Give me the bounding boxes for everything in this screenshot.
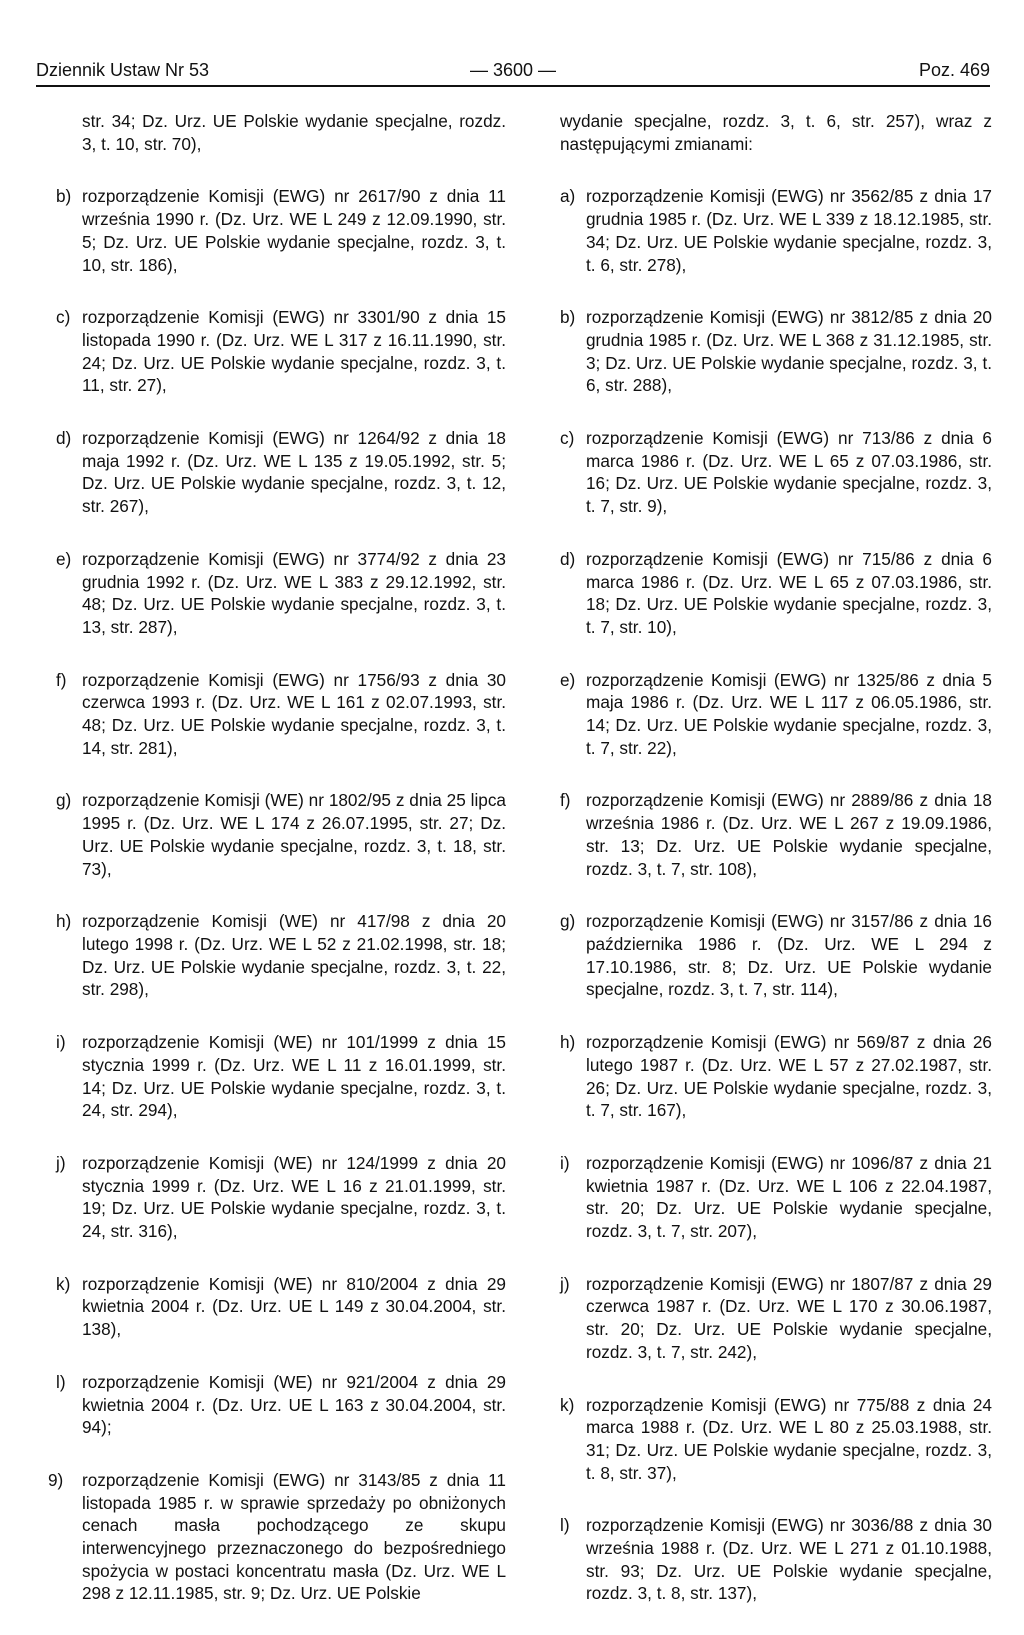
item-marker: e): [56, 548, 72, 569]
item-text: rozporządzenie Komisji (WE) nr 417/98 z dnia 20 lutego 1998 r. (Dz. Urz. WE L 52 z 21.02.1998, str. 18; Dz. Urz. UE Polskie wydanie specjalne, rozdz. 3, t. 22, str. 298),: [82, 911, 506, 1000]
item-marker: a): [560, 186, 576, 207]
item-text: rozporządzenie Komisji (EWG) nr 3143/85 z dnia 11 listopada 1985 r. w sprawie sprzedaży po obniżonych cenach masła pochodzącego ze skupu interwencyjnego przeznaczonego do bezpośredniego spożycia w postaci koncentratu masła (Dz. Urz. WE L 298 z 12.11.1985, str. 9; Dz. Urz. UE Polskie: [82, 1469, 506, 1604]
list-item: [560, 1514, 992, 1605]
item-marker: h): [560, 1032, 576, 1053]
continuation-text: str. 34; Dz. Urz. UE Polskie wydanie specjalne, rozdz. 3, t. 10, str. 70),: [82, 111, 506, 154]
item-text: rozporządzenie Komisji (WE) nr 810/2004 z dnia 29 kwietnia 2004 r. (Dz. Urz. UE L 149 z 30.04.2004, str. 138),: [82, 1273, 506, 1340]
item-marker: k): [56, 1273, 71, 1294]
journal-title: Dziennik Ustaw Nr 53: [36, 60, 210, 80]
item-marker: g): [56, 790, 72, 811]
list-item: [560, 1394, 992, 1485]
item-marker: b): [560, 307, 576, 328]
list-item: [56, 548, 506, 639]
list-item: [560, 185, 992, 276]
item-marker: e): [560, 669, 576, 690]
item-text: rozporządzenie Komisji (EWG) nr 3036/88 z dnia 30 września 1988 r. (Dz. Urz. WE L 271 z 01.10.1988, str. 93; Dz. Urz. UE Polskie wydanie specjalne, rozdz. 3, t. 8, str. 137),: [586, 1515, 992, 1604]
list-item: [56, 1031, 506, 1122]
item-marker: c): [560, 428, 575, 449]
list-item: [560, 1031, 992, 1122]
left-column: [48, 110, 506, 1635]
item-marker: b): [56, 186, 72, 207]
list-item: [56, 306, 506, 397]
list-item: [56, 669, 506, 760]
item-text: rozporządzenie Komisji (WE) nr 1802/95 z dnia 25 lipca 1995 r. (Dz. Urz. WE L 174 z 26.07.1995, str. 27; Dz. Urz. UE Polskie wydanie specjalne, rozdz. 3, t. 18, str. 73),: [82, 790, 506, 879]
item-text: rozporządzenie Komisji (EWG) nr 3562/85 z dnia 17 grudnia 1985 r. (Dz. Urz. WE L 339 z 18.12.1985, str. 34; Dz. Urz. UE Polskie wydanie specjalne, rozdz. 3, t. 6, str. 278),: [586, 186, 992, 275]
list-item: [560, 789, 992, 880]
item-marker: i): [560, 1152, 570, 1173]
item-text: rozporządzenie Komisji (EWG) nr 3301/90 z dnia 15 listopada 1990 r. (Dz. Urz. WE L 317 z 16.11.1990, str. 24; Dz. Urz. UE Polskie wydanie specjalne, rozdz. 3, t. 11, str. 27),: [82, 307, 506, 396]
list-item: [56, 427, 506, 518]
item-text: rozporządzenie Komisji (EWG) nr 713/86 z dnia 6 marca 1986 r. (Dz. Urz. WE L 65 z 07.03.1986, str. 16; Dz. Urz. UE Polskie wydanie specjalne, rozdz. 3, t. 7, str. 9),: [586, 428, 992, 517]
item-text: rozporządzenie Komisji (EWG) nr 1264/92 z dnia 18 maja 1992 r. (Dz. Urz. WE L 135 z 19.05.1992, str. 5; Dz. Urz. UE Polskie wydanie specjalne, rozdz. 3, t. 12, str. 267),: [82, 428, 506, 517]
list-item: [56, 910, 506, 1001]
left-continuation: [56, 110, 506, 155]
page-header: [36, 60, 990, 84]
header-rule: [36, 85, 990, 87]
position-number: Poz. 469: [918, 60, 990, 80]
list-item: [560, 669, 992, 760]
item-marker: j): [560, 1273, 570, 1294]
item-text: rozporządzenie Komisji (EWG) nr 1096/87 z dnia 21 kwietnia 1987 r. (Dz. Urz. WE L 106 z 22.04.1987, str. 20; Dz. Urz. UE Polskie wydanie specjalne, rozdz. 3, t. 7, str. 207),: [586, 1152, 992, 1242]
item-marker: i): [56, 1032, 66, 1053]
list-item: [56, 185, 506, 276]
continuation-text: wydanie specjalne, rozdz. 3, t. 6, str. 257), wraz z następującymi zmianami:: [560, 111, 992, 154]
list-item: [560, 427, 992, 518]
item-marker: d): [56, 428, 72, 449]
item-text: rozporządzenie Komisji (WE) nr 124/1999 z dnia 20 stycznia 1999 r. (Dz. Urz. WE L 16 z 21.01.1999, str. 19; Dz. Urz. UE Polskie wydanie specjalne, rozdz. 3, t. 24, str. 316),: [82, 1152, 506, 1242]
list-item: [560, 1273, 992, 1364]
list-item: [56, 1152, 506, 1243]
list-item: [56, 1273, 506, 1341]
item-marker: c): [56, 307, 71, 328]
right-continuation: [560, 110, 992, 155]
item-text: rozporządzenie Komisji (EWG) nr 1756/93 z dnia 30 czerwca 1993 r. (Dz. Urz. WE L 161 z 02.07.1993, str. 48; Dz. Urz. UE Polskie wydanie specjalne, rozdz. 3, t. 14, str. 281),: [82, 669, 506, 758]
item-text: rozporządzenie Komisji (EWG) nr 715/86 z dnia 6 marca 1986 r. (Dz. Urz. WE L 65 z 07.03.1986, str. 18; Dz. Urz. UE Polskie wydanie specjalne, rozdz. 3, t. 7, str. 10),: [586, 548, 992, 637]
list-item: [560, 910, 992, 1001]
list-item: [56, 1371, 506, 1439]
item-marker: g): [560, 911, 576, 932]
item-marker: 9): [48, 1469, 64, 1490]
item-marker: f): [560, 790, 571, 811]
list-item: [56, 789, 506, 880]
list-item: [48, 1469, 506, 1605]
page-number: — 3600 —: [469, 60, 557, 80]
item-text: rozporządzenie Komisji (EWG) nr 2617/90 z dnia 11 września 1990 r. (Dz. Urz. WE L 249 z 12.09.1990, str. 5; Dz. Urz. UE Polskie wydanie specjalne, rozdz. 3, t. 10, str. 186),: [82, 186, 506, 275]
item-marker: j): [56, 1152, 66, 1173]
item-text: rozporządzenie Komisji (EWG) nr 775/88 z dnia 24 marca 1988 r. (Dz. Urz. WE L 80 z 25.03.1988, str. 31; Dz. Urz. UE Polskie wydanie specjalne, rozdz. 3, t. 8, str. 37),: [586, 1394, 992, 1483]
item-text: rozporządzenie Komisji (EWG) nr 2889/86 z dnia 18 września 1986 r. (Dz. Urz. WE L 267 z 19.09.1986, str. 13; Dz. Urz. UE Polskie wydanie specjalne, rozdz. 3, t. 7, str. 108),: [586, 790, 992, 879]
item-text: rozporządzenie Komisji (EWG) nr 3774/92 z dnia 23 grudnia 1992 r. (Dz. Urz. WE L 383 z 29.12.1992, str. 48; Dz. Urz. UE Polskie wydanie specjalne, rozdz. 3, t. 13, str. 287),: [82, 548, 506, 637]
item-marker: h): [56, 911, 72, 932]
item-text: rozporządzenie Komisji (WE) nr 101/1999 z dnia 15 stycznia 1999 r. (Dz. Urz. WE L 11 z 16.01.1999, str. 14; Dz. Urz. UE Polskie wydanie specjalne, rozdz. 3, t. 24, str. 294),: [82, 1032, 506, 1121]
right-column: [560, 110, 992, 1635]
item-text: rozporządzenie Komisji (EWG) nr 1807/87 z dnia 29 czerwca 1987 r. (Dz. Urz. WE L 170 z 30.06.1987, str. 20; Dz. Urz. UE Polskie wydanie specjalne, rozdz. 3, t. 7, str. 242),: [586, 1273, 992, 1362]
list-item: [560, 1152, 992, 1243]
item-text: rozporządzenie Komisji (EWG) nr 569/87 z dnia 26 lutego 1987 r. (Dz. Urz. WE L 57 z 27.02.1987, str. 26; Dz. Urz. UE Polskie wydanie specjalne, rozdz. 3, t. 7, str. 167),: [586, 1032, 992, 1121]
item-text: rozporządzenie Komisji (WE) nr 921/2004 z dnia 29 kwietnia 2004 r. (Dz. Urz. UE L 163 z 30.04.2004, str. 94);: [82, 1371, 506, 1438]
item-marker: l): [560, 1515, 570, 1536]
list-item: [560, 306, 992, 397]
item-marker: l): [56, 1371, 66, 1392]
list-item: [560, 548, 992, 639]
item-marker: d): [560, 548, 576, 569]
item-text: rozporządzenie Komisji (EWG) nr 1325/86 z dnia 5 maja 1986 r. (Dz. Urz. WE L 117 z 06.05.1986, str. 14; Dz. Urz. UE Polskie wydanie specjalne, rozdz. 3, t. 7, str. 22),: [586, 669, 992, 758]
item-marker: k): [560, 1394, 575, 1415]
item-marker: f): [56, 669, 67, 690]
item-text: rozporządzenie Komisji (EWG) nr 3157/86 z dnia 16 października 1986 r. (Dz. Urz. WE L 294 z 17.10.1986, str. 8; Dz. Urz. UE Polskie wydanie specjalne, rozdz. 3, t. 7, str. 114),: [586, 911, 992, 1000]
item-text: rozporządzenie Komisji (EWG) nr 3812/85 z dnia 20 grudnia 1985 r. (Dz. Urz. WE L 368 z 31.12.1985, str. 3; Dz. Urz. UE Polskie wydanie specjalne, rozdz. 3, t. 6, str. 288),: [586, 307, 992, 396]
